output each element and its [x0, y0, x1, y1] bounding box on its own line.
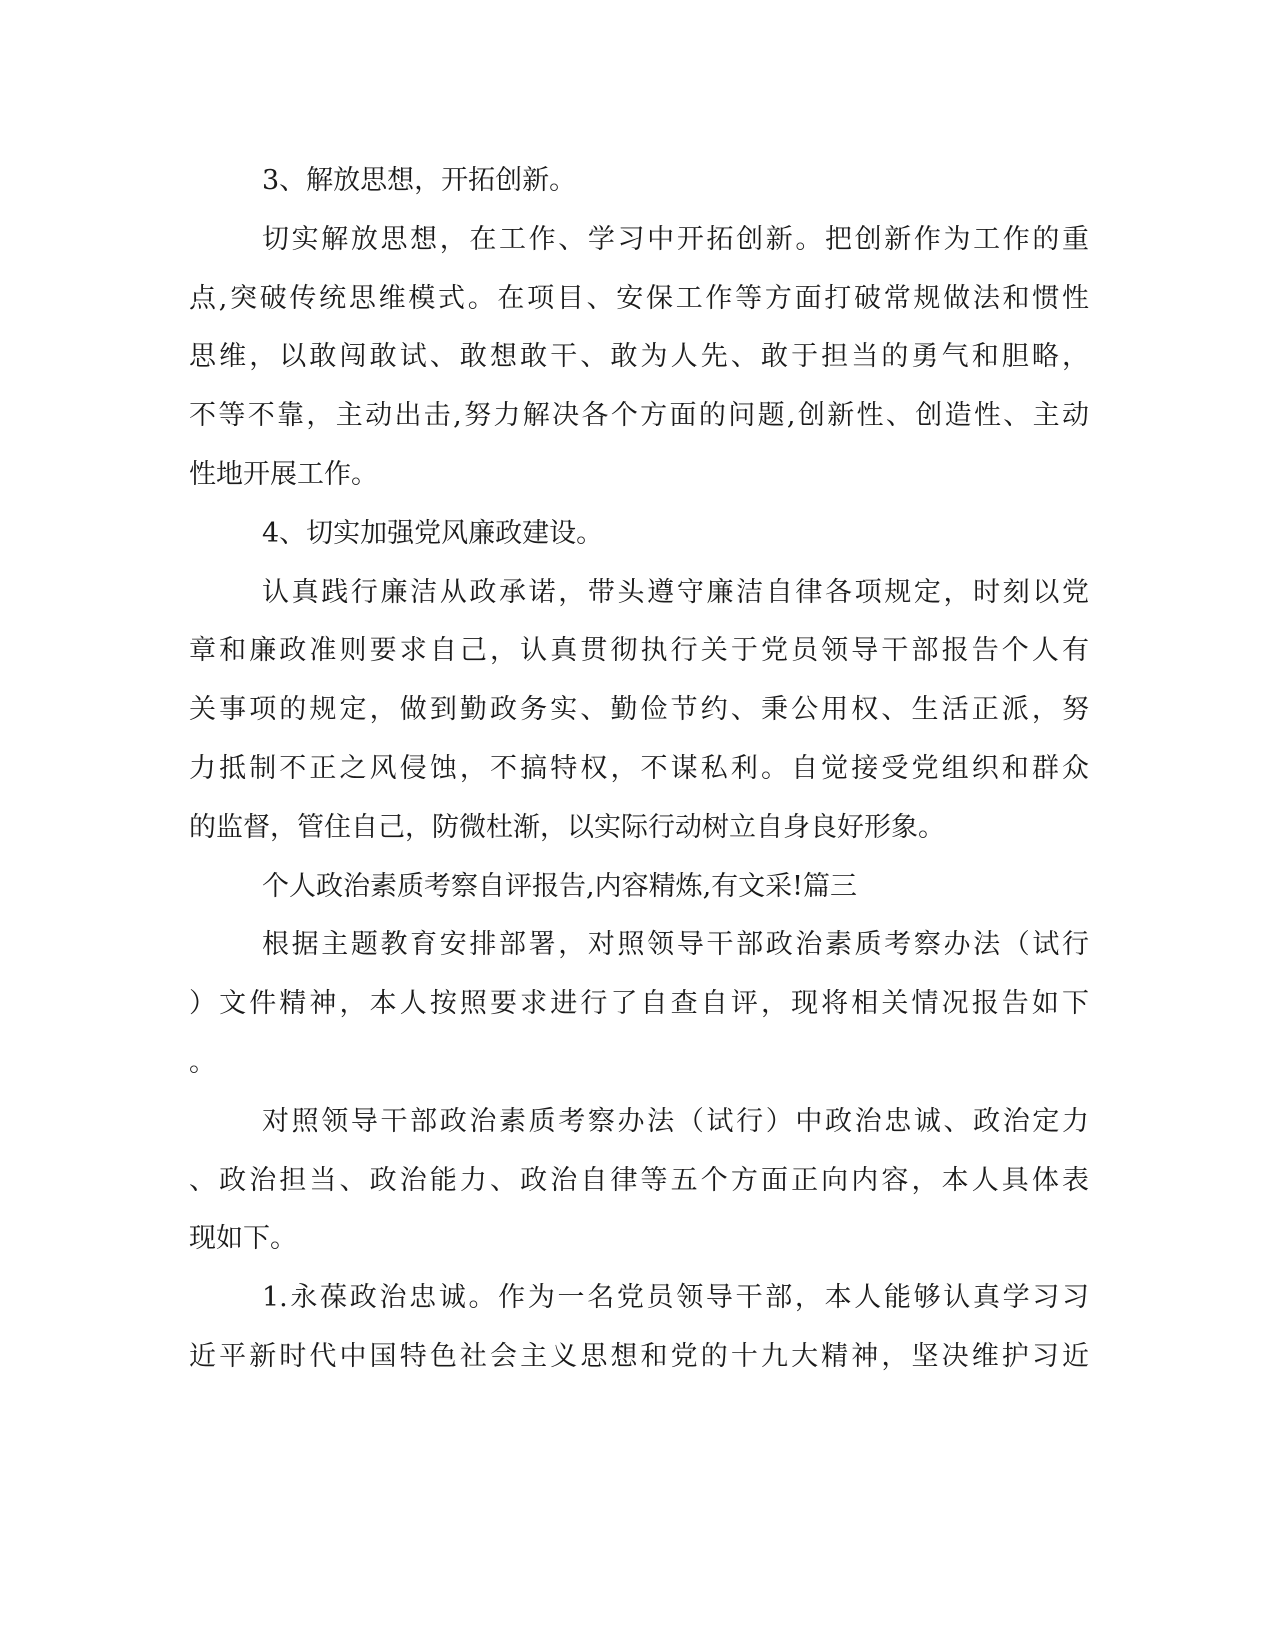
paragraph-line: 1.永葆政治忠诚。作为一名党员领导干部，本人能够认真学习习: [262, 1282, 1089, 1313]
section-title: 个人政治素质考察自评报告,内容精炼,有文采!篇三: [262, 871, 858, 902]
paragraph-line: 根据主题教育安排部署，对照领导干部政治素质考察办法（试行: [262, 929, 1089, 960]
paragraph-line: 章和廉政准则要求自己，认真贯彻执行关于党员领导干部报告个人有: [189, 635, 1089, 666]
paragraph-line: 性地开展工作。: [189, 459, 378, 490]
paragraph-line: 认真践行廉洁从政承诺，带头遵守廉洁自律各项规定，时刻以党: [262, 577, 1089, 608]
heading-4: 4、切实加强党风廉政建设。: [262, 518, 604, 549]
paragraph-line: 切实解放思想，在工作、学习中开拓创新。把创新作为工作的重: [262, 224, 1089, 255]
paragraph-line: ）文件精神，本人按照要求进行了自查自评，现将相关情况报告如下: [189, 988, 1089, 1019]
paragraph-line: 对照领导干部政治素质考察办法（试行）中政治忠诚、政治定力: [262, 1106, 1089, 1137]
paragraph-line: 力抵制不正之风侵蚀，不搞特权，不谋私利。自觉接受党组织和群众: [189, 753, 1089, 784]
paragraph-line: 、政治担当、政治能力、政治自律等五个方面正向内容，本人具体表: [189, 1165, 1089, 1196]
paragraph-line: 。: [189, 1047, 216, 1078]
paragraph-line: 关事项的规定，做到勤政务实、勤俭节约、秉公用权、生活正派，努: [189, 694, 1089, 725]
paragraph-line: 点,突破传统思维模式。在项目、安保工作等方面打破常规做法和惯性: [189, 283, 1089, 314]
paragraph-line: 思维，以敢闯敢试、敢想敢干、敢为人先、敢于担当的勇气和胆略，: [189, 341, 1089, 372]
paragraph-line: 近平新时代中国特色社会主义思想和党的十九大精神，坚决维护习近: [189, 1341, 1089, 1372]
heading-3: 3、解放思想，开拓创新。: [262, 165, 577, 196]
paragraph-line: 的监督，管住自己，防微杜渐，以实际行动树立自身良好形象。: [189, 812, 945, 843]
paragraph-line: 不等不靠，主动出击,努力解决各个方面的问题,创新性、创造性、主动: [189, 400, 1089, 431]
paragraph-line: 现如下。: [189, 1223, 297, 1254]
